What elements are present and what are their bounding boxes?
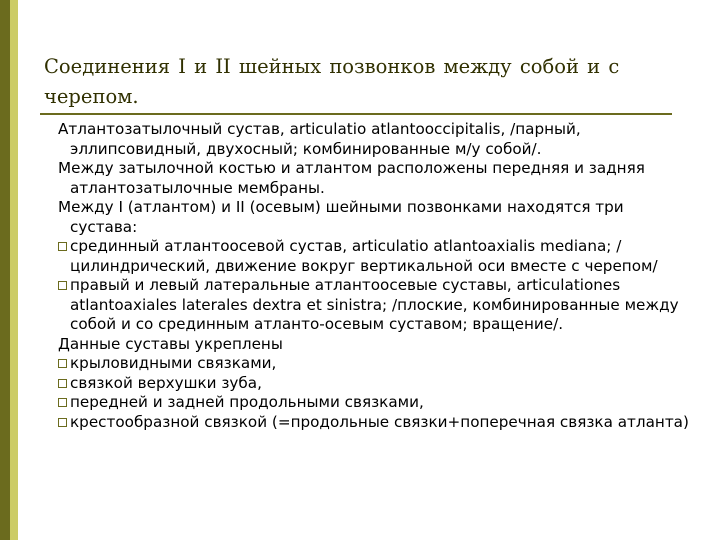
list-item-cruciform-ligament: [58, 413, 693, 433]
paragraph-membranes: Между затылочной костью и атлантом расположены передняя и задняя атлантозатылочные мембраны.: [58, 159, 645, 197]
bullet-square-icon: [58, 398, 67, 407]
list-item-text: срединный атлантоосевой сустав, articulatio atlantoaxialis mediana; /цилиндрический, движение вокруг вертикальной оси вместе с черепом/: [70, 237, 658, 275]
list-item-text: правый и левый латеральные атлантоосевые суставы, articulationes atlantoaxiales laterales dextra et sinistra; /плоские, комбинированные между собой и со срединным атланто-осевым суставом; вращение/.: [70, 276, 679, 333]
slide-body: [58, 120, 693, 432]
paragraph-three-joints: Между I (атлантом) и II (осевым) шейными позвонками находятся три сустава:: [58, 198, 624, 236]
sidebar-accent-light: [10, 0, 18, 540]
paragraph-ligaments-intro: Данные суставы укреплены: [58, 334, 283, 353]
list-item-text: связкой верхушки зуба,: [70, 373, 262, 392]
bullet-square-icon: [58, 379, 67, 388]
list-item-text: крестообразной связкой (=продольные связки+поперечная связка атланта): [70, 412, 689, 431]
bullet-square-icon: [58, 418, 67, 427]
list-item-longitudinal-ligaments: [58, 393, 693, 413]
bullet-square-icon: [58, 359, 67, 368]
list-item-apical-ligament: [58, 374, 693, 394]
list-item-text: передней и задней продольными связками,: [70, 393, 424, 411]
list-item-lateral-joints: [58, 276, 693, 335]
slide-title: Соединения I и II шейных позвонков между собой и с черепом.: [44, 55, 620, 108]
list-item-alar-ligaments: [58, 354, 693, 374]
bullet-square-icon: [58, 281, 67, 290]
list-item-median-joint: [58, 237, 693, 276]
title-divider: [40, 113, 672, 115]
list-item-text: крыловидными связками,: [70, 354, 277, 372]
bullet-square-icon: [58, 242, 67, 251]
sidebar-accent-dark: [0, 0, 10, 540]
paragraph-atlantooccipital-joint: Атлантозатылочный сустав, articulatio atlantooccipitalis, /парный, эллипсовидный, двухосный; комбинированные м/у собой/.: [58, 120, 581, 158]
